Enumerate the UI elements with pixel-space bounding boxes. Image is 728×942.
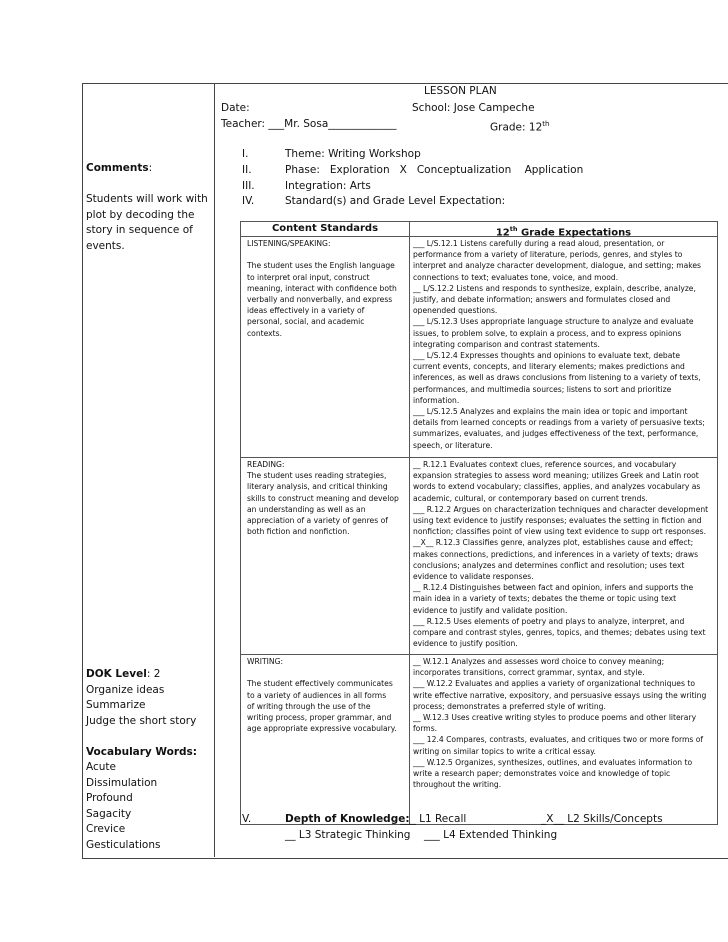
comment-line: plot by decoding the [86, 208, 195, 221]
expectation-line: compare and contrast styles, genres, topics, and themes; debates using text [413, 628, 706, 638]
expectation-line: ___ 12.4 Compares, contrasts, evaluates, and critiques two or more forms of [413, 735, 704, 745]
table-row-divider [241, 457, 717, 458]
vocabulary-word: Sagacity [86, 807, 132, 820]
standard-line: verbally and nonverbally, and express [247, 295, 393, 305]
outline-num-4: IV. [242, 195, 255, 207]
page-title: LESSON PLAN [424, 85, 497, 97]
expectation-line: main idea in a variety of texts; debates the theme or topic using text [413, 594, 677, 604]
expectations-header-rest: Grade Expectations [517, 227, 632, 239]
expectation-line: using text evidence to justify responses; evaluates the setting in fiction and [413, 516, 702, 526]
expectation-line: performance from a variety of literature, periods, genres, and styles to [413, 250, 683, 260]
expectation-line: ___ R.12.2 Argues on characterization techniques and character development [413, 504, 709, 514]
vocabulary-word: Profound [86, 792, 133, 804]
grade-text: Grade: 12 [490, 121, 543, 134]
expectation-line: integrating comparison and contrast statements. [413, 339, 600, 349]
teacher-name: Teacher: ___Mr. Sosa_____________ [221, 118, 397, 130]
outline-text-3: Integration: Arts [285, 180, 371, 192]
standard-line: both fiction and nonfiction. [247, 527, 350, 537]
dok-l4: ___ L4 Extended Thinking [424, 829, 558, 841]
expectation-line: information. [413, 395, 460, 405]
school-name: School: Jose Campeche [412, 102, 535, 114]
expectation-line: evidence to justify position. [413, 639, 518, 649]
expectation-line: connections to text; evaluates tone, voice, and mood. [413, 272, 619, 282]
comments-colon: : [148, 162, 153, 174]
table-row [247, 238, 407, 339]
expectation-line: current events, concepts, and literary elements; makes predictions and [413, 362, 685, 372]
expectation-line: write a research paper; demonstrates voice and knowledge of topic [413, 769, 671, 779]
expectation-line: expansion strategies to assess word meaning; utilizes Greek and Latin root [413, 471, 699, 481]
expectation-line: process; demonstrates a preferred style of writing. [413, 701, 606, 711]
dok-l2: _X__ L2 Skills/Concepts [541, 813, 663, 825]
expectation-line: performances, and multimedia sources; listens to sort and prioritize [413, 384, 672, 394]
standard-line: personal, social, and academic [247, 317, 365, 327]
expectation-line: ___ L/S.12.5 Analyzes and explains the main idea or topic and important [413, 407, 688, 417]
standard-line: WRITING: [247, 657, 284, 666]
grade-level [490, 117, 549, 136]
standard-line: contexts. [247, 328, 282, 338]
table-row-divider [241, 654, 717, 655]
dok-level-section [86, 667, 212, 853]
table-row [247, 459, 407, 537]
standard-line: of writing through the use of the [247, 701, 371, 711]
expectation-line: makes connections, predictions, and inferences in a variety of texts; draws [413, 549, 699, 559]
expectation-line: forms. [413, 724, 438, 734]
comment-line: story in sequence of [86, 224, 193, 236]
expectation-line: __X__ R.12.3 Classifies genre, analyzes plot, establishes cause and effect; [413, 538, 694, 548]
grade-sup: th [542, 120, 550, 128]
outline-text-1: Theme: Writing Workshop [285, 148, 421, 160]
standard-line: appreciation of a variety of genres of [247, 516, 388, 526]
expectation-line: ___ W.12.5 Organizes, synthesizes, outlines, and evaluates information to [413, 757, 693, 767]
standard-line: LISTENING/SPEAKING: [247, 239, 331, 248]
vocabulary-word: Crevice [86, 823, 126, 835]
expectation-line: __ W.12.3 Uses creative writing styles to produce poems and other literary [413, 713, 697, 723]
content-standards-header: Content Standards [241, 222, 409, 237]
expectation-line: conclusions; analyzes and determines conflict and resolution; uses text [413, 560, 685, 570]
comment-line: Students will work with [86, 193, 208, 205]
expectation-line: evidence to justify and validate position. [413, 605, 568, 615]
expectation-line: inferences, as well as draws conclusions from listening to a variety of texts, [413, 373, 701, 383]
table-row [413, 459, 715, 649]
expectation-line: words to extend vocabulary; classifies, applies, and analyzes vocabulary as [413, 482, 701, 492]
standards-table [240, 221, 718, 825]
expectation-line: incorporates transitions, correct grammar, syntax, and style. [413, 668, 645, 678]
standard-line: age appropriate expressive vocabulary. [247, 724, 397, 734]
table-column-divider [409, 222, 410, 824]
dok-section-num: V. [242, 813, 252, 825]
dok-level-value: : 2 [146, 668, 161, 680]
dok-section-label: Depth of Knowledge: [285, 813, 410, 825]
expectation-line: justify, and debate information; answers and formulates closed and [413, 295, 671, 305]
dok-level-label: DOK Level [86, 668, 147, 680]
standard-line: skills to construct meaning and develop [247, 493, 399, 503]
expectation-line: details from learned concepts or readings from a variety of persuasive texts; [413, 418, 705, 428]
outline-text-2: Phase: Exploration X Conceptualization Application [285, 164, 584, 176]
expectation-line: interpret and analyze character development, dialogue, and setting; makes [413, 261, 702, 271]
vocabulary-word: Acute [86, 761, 117, 773]
expectation-line: write effective narrative, expository, and persuasive essays using the writing [413, 690, 707, 700]
standard-line: writing process, proper grammar, and [247, 713, 392, 723]
outline-text-4: Standard(s) and Grade Level Expectation: [285, 195, 506, 207]
expectation-line: academic, cultural, or contemporary based on current trends. [413, 493, 648, 503]
expectation-line: ___ L/S.12.3 Uses appropriate language structure to analyze and evaluate [413, 317, 694, 327]
standard-line: The student effectively communicates [247, 679, 393, 689]
standard-line: ideas effectively in a variety of [247, 306, 365, 316]
table-row [247, 656, 407, 734]
dok-item: Organize ideas [86, 683, 165, 696]
comments-label: Comments [86, 162, 149, 174]
grade-expectations-header [410, 222, 717, 237]
dok-l3: __ L3 Strategic Thinking [285, 829, 411, 841]
standard-line: to interpret oral input, construct [247, 272, 370, 282]
vocabulary-word: Gesticulations [86, 838, 161, 851]
expectation-line: writing on similar topics to write a critical essay. [413, 746, 596, 756]
outline-num-1: I. [242, 148, 249, 160]
standard-line: to a variety of audiences in all forms [247, 690, 387, 700]
expectation-line: __ R.12.4 Distinguishes between fact and opinion, infers and supports the [413, 583, 694, 593]
dok-level-heading [86, 667, 212, 683]
standard-line: READING: [247, 460, 285, 469]
expectation-line: openended questions. [413, 306, 498, 316]
expectation-line: throughout the writing. [413, 780, 502, 790]
comments-heading [86, 161, 212, 177]
comments-section [86, 161, 212, 254]
standard-line: an understanding as well as an [247, 504, 366, 514]
expectation-line: ___ L/S.12.1 Listens carefully during a read aloud, presentation, or [413, 239, 665, 248]
standard-line: The student uses reading strategies, [247, 471, 387, 481]
expectations-header-grade: 12 [495, 227, 510, 239]
expectation-line: ___ W.12.2 Evaluates and applies a variety of organizational techniques to [413, 679, 695, 689]
vocabulary-word: Dissimulation [86, 776, 158, 789]
standard-line: literary analysis, and critical thinking [247, 482, 388, 492]
expectations-header-sup: th [509, 225, 518, 233]
vocabulary-heading [86, 745, 212, 761]
expectation-line: __ R.12.1 Evaluates context clues, reference sources, and vocabulary [413, 460, 677, 469]
expectation-line: ___ R.12.5 Uses elements of poetry and plays to analyze, interpret, and [413, 616, 685, 626]
comment-line: events. [86, 239, 125, 252]
standard-line: The student uses the English language [247, 261, 395, 271]
expectation-line: summarizes, evaluates, and judges effectiveness of the text, performance, [413, 429, 699, 439]
outline-num-3: III. [242, 180, 255, 192]
expectation-line: speech, or literature. [413, 440, 493, 450]
expectation-line: nonfiction; classifies point of view using text evidence to supp ort responses. [413, 527, 706, 537]
expectation-line: evidence to validate responses. [413, 572, 534, 582]
expectation-line: ___ L/S.12.4 Expresses thoughts and opinions to evaluate text, debate [413, 351, 681, 361]
column-divider [214, 83, 215, 857]
vocabulary-label: Vocabulary Words: [86, 745, 197, 758]
dok-item: Judge the short story [86, 714, 197, 727]
expectation-line: issues, to problem solve, to explain a process, and to express opinions [413, 328, 682, 338]
standard-line: meaning, interact with confidence both [247, 283, 397, 293]
date-label: Date: [221, 102, 250, 114]
dok-item: Summarize [86, 699, 146, 711]
expectation-line: __ L/S.12.2 Listens and responds to synthesize, explain, describe, analyze, [413, 283, 696, 293]
table-row [413, 238, 715, 451]
outline-num-2: II. [242, 164, 252, 176]
table-row [413, 656, 715, 790]
expectation-line: __ W.12.1 Analyzes and assesses word choice to convey meaning; [413, 657, 665, 666]
dok-l1: ___ L1 Recall [400, 813, 467, 825]
